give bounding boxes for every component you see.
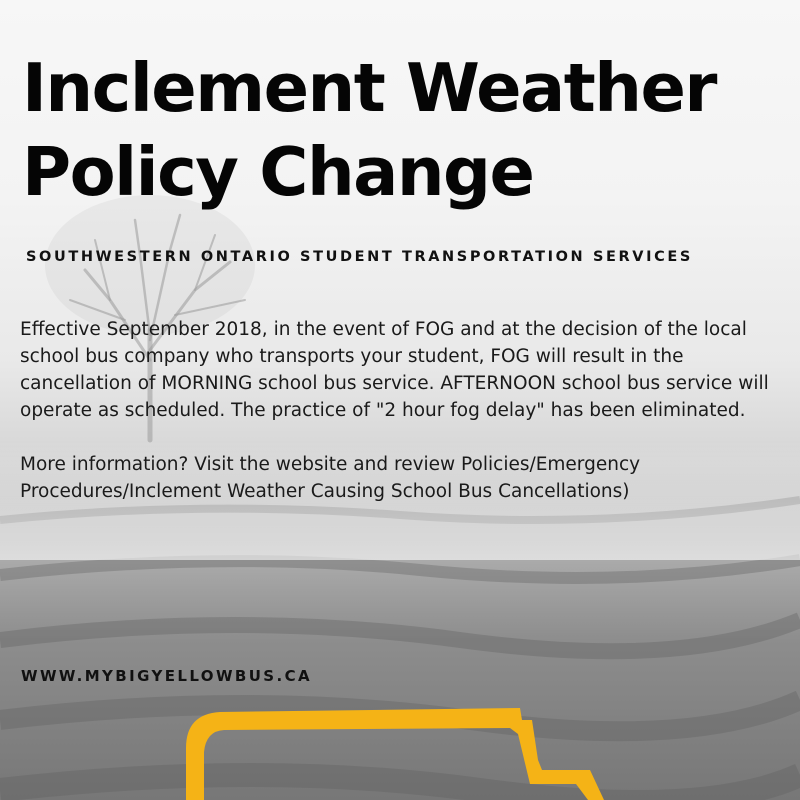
- policy-body: [20, 316, 790, 532]
- yellow-bus-outline-icon: [180, 700, 620, 800]
- organization-name: SOUTHWESTERN ONTARIO STUDENT TRANSPORTATION SERVICES: [26, 249, 693, 265]
- policy-paragraph: Effective September 2018, in the event of FOG and at the decision of the local school bus company who transports your student, FOG will result in the cancellation of MORNING school bus service. AFTERNOON school bus service will operate as scheduled. The practice of "2 hour fog delay" has been eliminated.: [20, 319, 769, 421]
- page-title: Inclement Weather Policy Change: [22, 49, 716, 211]
- website-link[interactable]: WWW.MYBIGYELLOWBUS.CA: [21, 667, 313, 685]
- more-info-paragraph: More information? Visit the website and review Policies/Emergency Procedures/Inclement Weather Causing School Bus Cancellations): [20, 454, 641, 502]
